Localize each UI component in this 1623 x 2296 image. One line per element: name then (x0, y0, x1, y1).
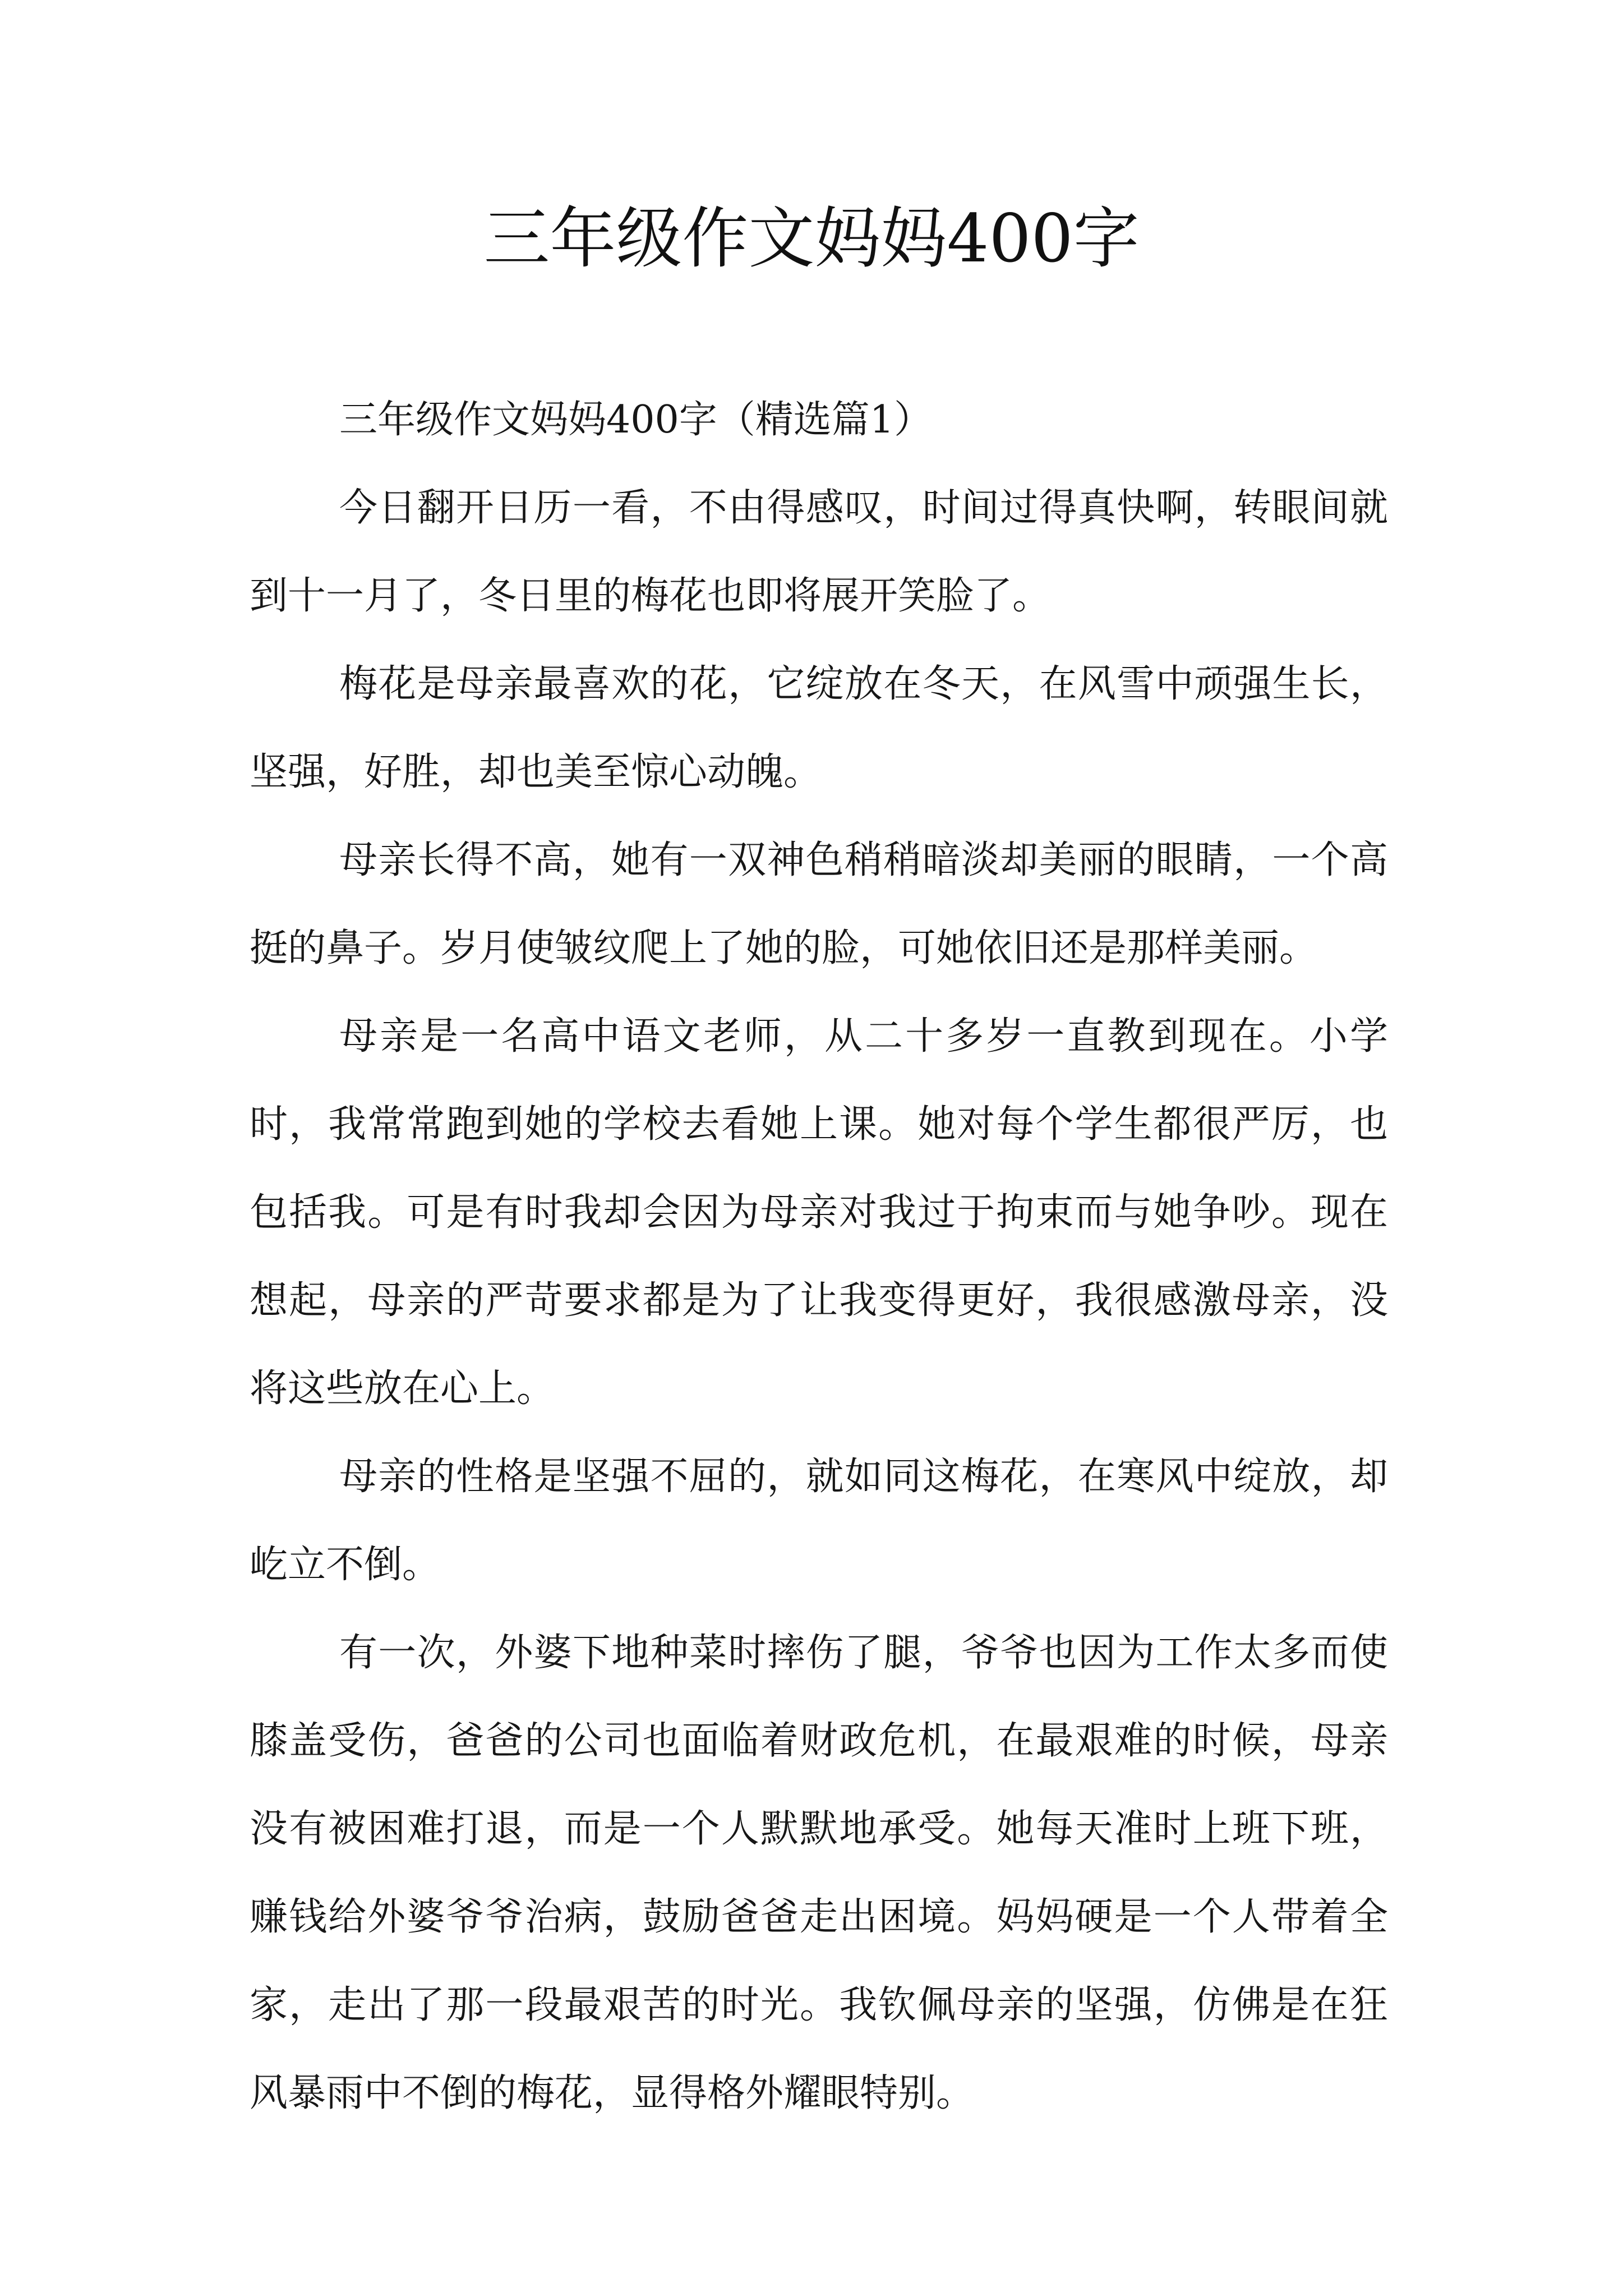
paragraph-6: 有一次，外婆下地种菜时摔伤了腿，爷爷也因为工作太多而使膝盖受伤，爸爸的公司也面临着财政危机，在最艰难的时候，母亲没有被困难打退，而是一个人默默地承受。她每天准时上班下班，赚钱给外婆爷爷治病，鼓励爸爸走出困境。妈妈硬是一个人带着全家，走出了那一段最艰苦的时光。我钦佩母亲的坚强，仿佛是在狂风暴雨中不倒的梅花，显得格外耀眼特别。 (250, 1631, 1388, 2115)
paragraph-1: 今日翻开日历一看，不由得感叹，时间过得真快啊，转眼间就到十一月了，冬日里的梅花也即将展开笑脸了。 (250, 486, 1388, 618)
page-title: 三年级作文妈妈400字 (483, 200, 1140, 277)
paragraph-5: 母亲的性格是坚强不屈的，就如同这梅花，在寒风中绽放，却屹立不倒。 (250, 1455, 1388, 1587)
paragraph-2: 梅花是母亲最喜欢的花，它绽放在冬天，在风雪中顽强生长，坚强，好胜，却也美至惊心动魄。 (250, 662, 1388, 794)
paragraph-4: 母亲是一名高中语文老师，从二十多岁一直教到现在。小学时，我常常跑到她的学校去看她上课。她对每个学生都很严厉，也包括我。可是有时我却会因为母亲对我过于拘束而与她争吵。现在想起，母亲的严苛要求都是为了让我变得更好，我很感激母亲，没将这些放在心上。 (250, 1014, 1388, 1411)
article-body (250, 376, 1388, 2137)
paragraph-3: 母亲长得不高，她有一双神色稍稍暗淡却美丽的眼睛，一个高挺的鼻子。岁月使皱纹爬上了她的脸，可她依旧还是那样美丽。 (250, 838, 1388, 970)
section-heading: 三年级作文妈妈400字（精选篇1） (339, 398, 933, 442)
